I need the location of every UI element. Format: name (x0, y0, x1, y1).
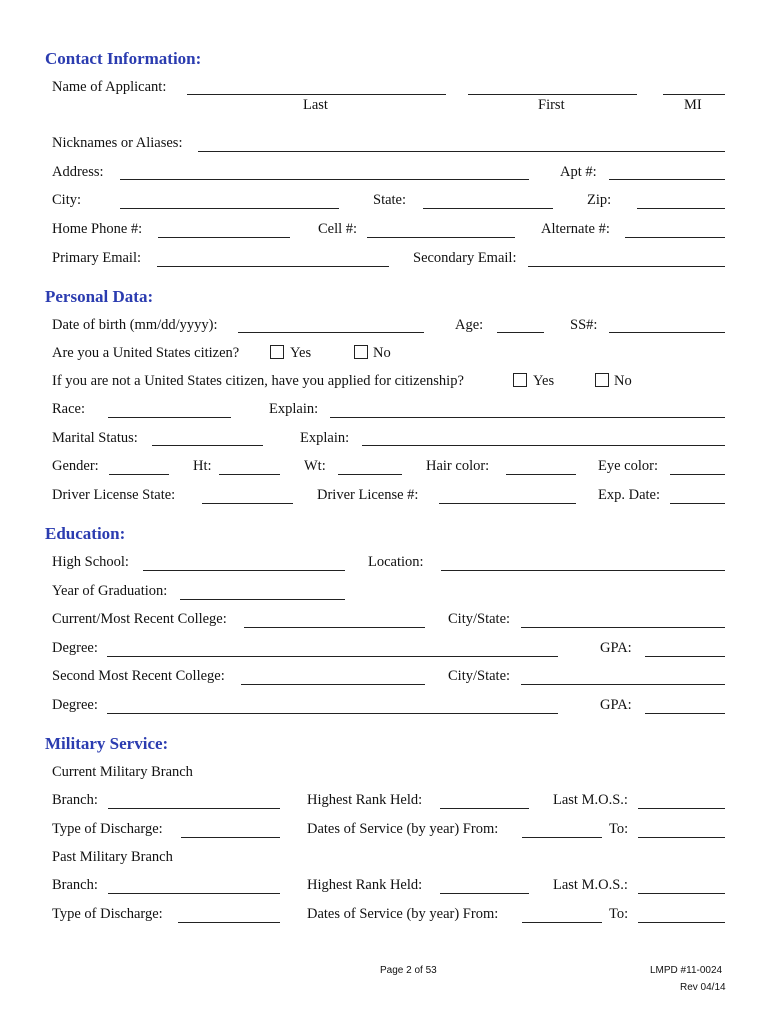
eye-color-label: Eye color: (598, 458, 658, 474)
graduation-field[interactable] (180, 599, 345, 600)
applied-yes-checkbox[interactable] (513, 373, 527, 387)
middle-initial-field[interactable] (663, 94, 725, 95)
last-name-field[interactable] (187, 94, 446, 95)
degree-field[interactable] (107, 656, 558, 657)
location-field[interactable] (441, 570, 725, 571)
location-label: Location: (368, 554, 424, 570)
past-dates-label: Dates of Service (by year) From: (307, 906, 499, 922)
citizen-no-label: No (373, 345, 391, 361)
weight-field[interactable] (338, 474, 402, 475)
primary-email-label: Primary Email: (52, 250, 141, 266)
military-heading: Military Service: (45, 734, 169, 753)
first-caption: First (538, 97, 565, 113)
current-discharge-label: Type of Discharge: (52, 821, 163, 837)
hair-color-field[interactable] (506, 474, 576, 475)
college-city-state-field[interactable] (521, 627, 725, 628)
form-number: LMPD #11-0024 (650, 965, 723, 976)
dl-number-field[interactable] (439, 503, 576, 504)
dl-state-label: Driver License State: (52, 487, 176, 503)
second-gpa-label: GPA: (600, 697, 632, 713)
second-degree-label: Degree: (52, 697, 98, 713)
citizen-no-checkbox[interactable] (354, 345, 368, 359)
second-college-label: Second Most Recent College: (52, 668, 225, 684)
city-label: City: (52, 192, 82, 208)
current-from-field[interactable] (522, 837, 602, 838)
alternate-field[interactable] (625, 237, 725, 238)
past-to-label: To: (609, 906, 629, 922)
graduation-label: Year of Graduation: (52, 583, 168, 599)
secondary-email-field[interactable] (528, 266, 725, 267)
race-label: Race: (52, 401, 86, 417)
degree-label: Degree: (52, 640, 98, 656)
marital-label: Marital Status: (52, 430, 138, 446)
current-branch-label: Branch: (52, 792, 98, 808)
cell-label: Cell #: (318, 221, 358, 237)
citizen-question: Are you a United States citizen? (52, 345, 240, 361)
zip-field[interactable] (637, 208, 725, 209)
gpa-label: GPA: (600, 640, 632, 656)
cell-field[interactable] (367, 237, 515, 238)
past-branch-field[interactable] (108, 893, 280, 894)
high-school-label: High School: (52, 554, 129, 570)
current-dates-label: Dates of Service (by year) From: (307, 821, 499, 837)
hair-color-label: Hair color: (426, 458, 490, 474)
college-city-state-label: City/State: (448, 611, 511, 627)
current-mos-label: Last M.O.S.: (553, 792, 628, 808)
zip-label: Zip: (587, 192, 612, 208)
current-branch-heading: Current Military Branch (52, 764, 193, 780)
past-mos-label: Last M.O.S.: (553, 877, 628, 893)
applied-no-label: No (614, 373, 632, 389)
gpa-field[interactable] (645, 656, 725, 657)
contact-heading: Contact Information: (45, 49, 202, 68)
state-label: State: (373, 192, 407, 208)
current-to-label: To: (609, 821, 629, 837)
gender-label: Gender: (52, 458, 99, 474)
eye-color-field[interactable] (670, 474, 725, 475)
past-discharge-field[interactable] (178, 922, 280, 923)
second-city-state-field[interactable] (521, 684, 725, 685)
name-label: Name of Applicant: (52, 79, 167, 95)
height-label: Ht: (193, 458, 212, 474)
past-to-field[interactable] (638, 922, 725, 923)
college-field[interactable] (244, 627, 425, 628)
home-phone-field[interactable] (158, 237, 290, 238)
marital-explain-field[interactable] (362, 445, 725, 446)
past-mos-field[interactable] (638, 893, 725, 894)
college-label: Current/Most Recent College: (52, 611, 227, 627)
past-rank-field[interactable] (440, 893, 529, 894)
page-number: Page 2 of 53 (380, 965, 437, 976)
marital-explain-label: Explain: (300, 430, 350, 446)
dl-state-field[interactable] (202, 503, 293, 504)
primary-email-field[interactable] (157, 266, 389, 267)
past-discharge-label: Type of Discharge: (52, 906, 163, 922)
address-field[interactable] (120, 179, 529, 180)
current-to-field[interactable] (638, 837, 725, 838)
address-label: Address: (52, 164, 104, 180)
alternate-label: Alternate #: (541, 221, 610, 237)
second-gpa-field[interactable] (645, 713, 725, 714)
nicknames-field[interactable] (198, 151, 725, 152)
citizen-yes-checkbox[interactable] (270, 345, 284, 359)
apt-field[interactable] (609, 179, 725, 180)
secondary-email-label: Secondary Email: (413, 250, 517, 266)
ssn-label: SS#: (570, 317, 598, 333)
gender-field[interactable] (109, 474, 169, 475)
dob-label: Date of birth (mm/dd/yyyy): (52, 317, 218, 333)
race-field[interactable] (108, 417, 231, 418)
exp-date-field[interactable] (670, 503, 725, 504)
home-phone-label: Home Phone #: (52, 221, 143, 237)
age-label: Age: (455, 317, 484, 333)
nicknames-label: Nicknames or Aliases: (52, 135, 183, 151)
mi-caption: MI (684, 97, 702, 113)
applied-question: If you are not a United States citizen, have you applied for citizenship? (52, 373, 464, 389)
past-branch-heading: Past Military Branch (52, 849, 173, 865)
current-branch-field[interactable] (108, 808, 280, 809)
race-explain-label: Explain: (269, 401, 319, 417)
education-heading: Education: (45, 524, 126, 543)
applied-yes-label: Yes (533, 373, 555, 389)
current-discharge-field[interactable] (181, 837, 280, 838)
current-rank-label: Highest Rank Held: (307, 792, 423, 808)
second-college-field[interactable] (241, 684, 425, 685)
current-mos-field[interactable] (638, 808, 725, 809)
weight-label: Wt: (304, 458, 326, 474)
first-name-field[interactable] (468, 94, 637, 95)
height-field[interactable] (219, 474, 280, 475)
revision: Rev 04/14 (680, 982, 726, 993)
current-rank-field[interactable] (440, 808, 529, 809)
state-field[interactable] (423, 208, 553, 209)
exp-date-label: Exp. Date: (598, 487, 661, 503)
personal-heading: Personal Data: (45, 287, 154, 306)
second-city-state-label: City/State: (448, 668, 511, 684)
second-degree-field[interactable] (107, 713, 558, 714)
age-field[interactable] (497, 332, 544, 333)
past-branch-label: Branch: (52, 877, 98, 893)
citizen-yes-label: Yes (290, 345, 312, 361)
dob-field[interactable] (238, 332, 424, 333)
marital-field[interactable] (152, 445, 263, 446)
dl-number-label: Driver License #: (317, 487, 419, 503)
applied-no-checkbox[interactable] (595, 373, 609, 387)
city-field[interactable] (120, 208, 339, 209)
last-caption: Last (303, 97, 328, 113)
high-school-field[interactable] (143, 570, 345, 571)
apt-label: Apt #: (560, 164, 597, 180)
race-explain-field[interactable] (330, 417, 725, 418)
past-from-field[interactable] (522, 922, 602, 923)
ssn-field[interactable] (609, 332, 725, 333)
past-rank-label: Highest Rank Held: (307, 877, 423, 893)
